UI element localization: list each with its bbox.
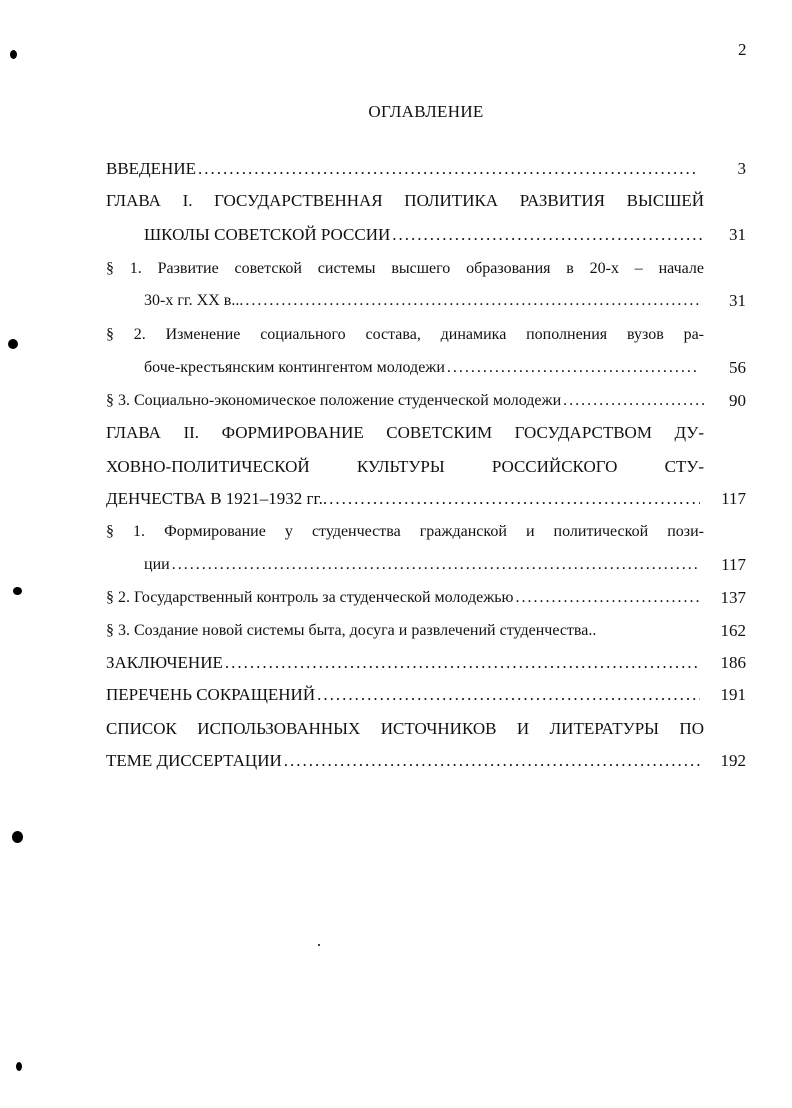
toc-page: 117 [721, 555, 746, 574]
toc-entry-conclusion [106, 650, 700, 676]
toc-entry-text: § 3. Социально-экономическое положение студенческой молодежи [106, 392, 562, 409]
toc-entry-text: § 2. Изменение социального состава, динамика пополнения вузов ра- [106, 326, 704, 343]
toc-entry-text: 30-х гг. XX в... [144, 292, 244, 309]
toc-entry-text: § 3. Создание новой системы быта, досуга и развлечений студенчества.. [106, 622, 597, 639]
toc-section-1-2-line2 [144, 355, 700, 381]
toc-page: 31 [729, 225, 746, 244]
toc-entry-text: ШКОЛЫ СОВЕТСКОЙ РОССИИ [144, 225, 391, 244]
toc-entry-text: § 1. Развитие советской системы высшего образования в 20-х – начале [106, 260, 704, 277]
scan-mark [16, 1062, 22, 1071]
toc-entry-text: § 1. Формирование у студенчества гражданской и политической пози- [106, 523, 704, 540]
scan-mark [8, 339, 18, 349]
toc-entry-text: ВВЕДЕНИЕ [106, 159, 196, 178]
toc-entry-sources-line1 [106, 716, 704, 742]
toc-page: 162 [720, 621, 746, 640]
toc-page: 3 [737, 159, 746, 178]
toc-title: ОГЛАВЛЕНИЕ [368, 102, 484, 121]
toc-chapter-1-line2 [144, 222, 704, 248]
scan-mark [13, 587, 22, 595]
toc-page: 137 [720, 588, 746, 607]
toc-page: 186 [720, 653, 746, 672]
toc-entry-text: ПЕРЕЧЕНЬ СОКРАЩЕНИЙ [106, 685, 316, 704]
toc-entry-text: боче-крестьянским контингентом молодежи [144, 359, 445, 376]
scan-mark [10, 50, 17, 59]
toc-entry-intro [106, 156, 696, 182]
toc-section-2-3 [106, 618, 706, 644]
toc-entry-text: ЗАКЛЮЧЕНИЕ [106, 653, 223, 672]
toc-page: 117 [721, 489, 746, 508]
toc-entry-text: ТЕМЕ ДИССЕРТАЦИИ [106, 751, 282, 770]
toc-entry-text: ХОВНО-ПОЛИТИЧЕСКОЙ КУЛЬТУРЫ РОССИЙСКОГО СТУ- [106, 457, 704, 476]
toc-page: 192 [720, 751, 746, 770]
toc-section-1-3 [106, 388, 706, 414]
toc-section-2-2 [106, 585, 702, 611]
toc-entry-abbreviations [106, 682, 700, 708]
toc-page: 31 [729, 291, 746, 310]
toc-entry-text: ГЛАВА I. ГОСУДАРСТВЕННАЯ ПОЛИТИКА РАЗВИТИЯ ВЫСШЕЙ [106, 191, 704, 210]
toc-chapter-1-line1 [106, 188, 704, 214]
toc-entry-text: ГЛАВА II. ФОРМИРОВАНИЕ СОВЕТСКИМ ГОСУДАРСТВОМ ДУ- [106, 423, 704, 442]
toc-entry-text: СПИСОК ИСПОЛЬЗОВАННЫХ ИСТОЧНИКОВ И ЛИТЕРАТУРЫ ПО [106, 719, 704, 738]
toc-section-1-1-line1 [106, 256, 704, 282]
toc-section-2-1-line1 [106, 519, 704, 545]
toc-chapter-2-line2 [106, 454, 704, 480]
toc-page: 90 [729, 391, 746, 410]
toc-entry-sources-line2 [106, 748, 700, 774]
toc-entry-text: ДЕНЧЕСТВА В 1921–1932 гг.. [106, 489, 328, 508]
page-number: 2 [738, 40, 747, 59]
toc-page: 56 [729, 358, 746, 377]
toc-section-1-1-line2 [144, 288, 700, 314]
toc-entry-text: § 2. Государственный контроль за студенческой молодежью [106, 589, 514, 606]
toc-page: 191 [720, 685, 746, 704]
scan-speck [318, 944, 320, 946]
toc-entry-text: ции [144, 556, 170, 573]
toc-chapter-2-line1 [106, 420, 704, 446]
toc-section-2-1-line2 [144, 552, 700, 578]
toc-chapter-2-line3 [106, 486, 700, 512]
scan-mark [12, 831, 23, 843]
toc-section-1-2-line1 [106, 322, 704, 348]
